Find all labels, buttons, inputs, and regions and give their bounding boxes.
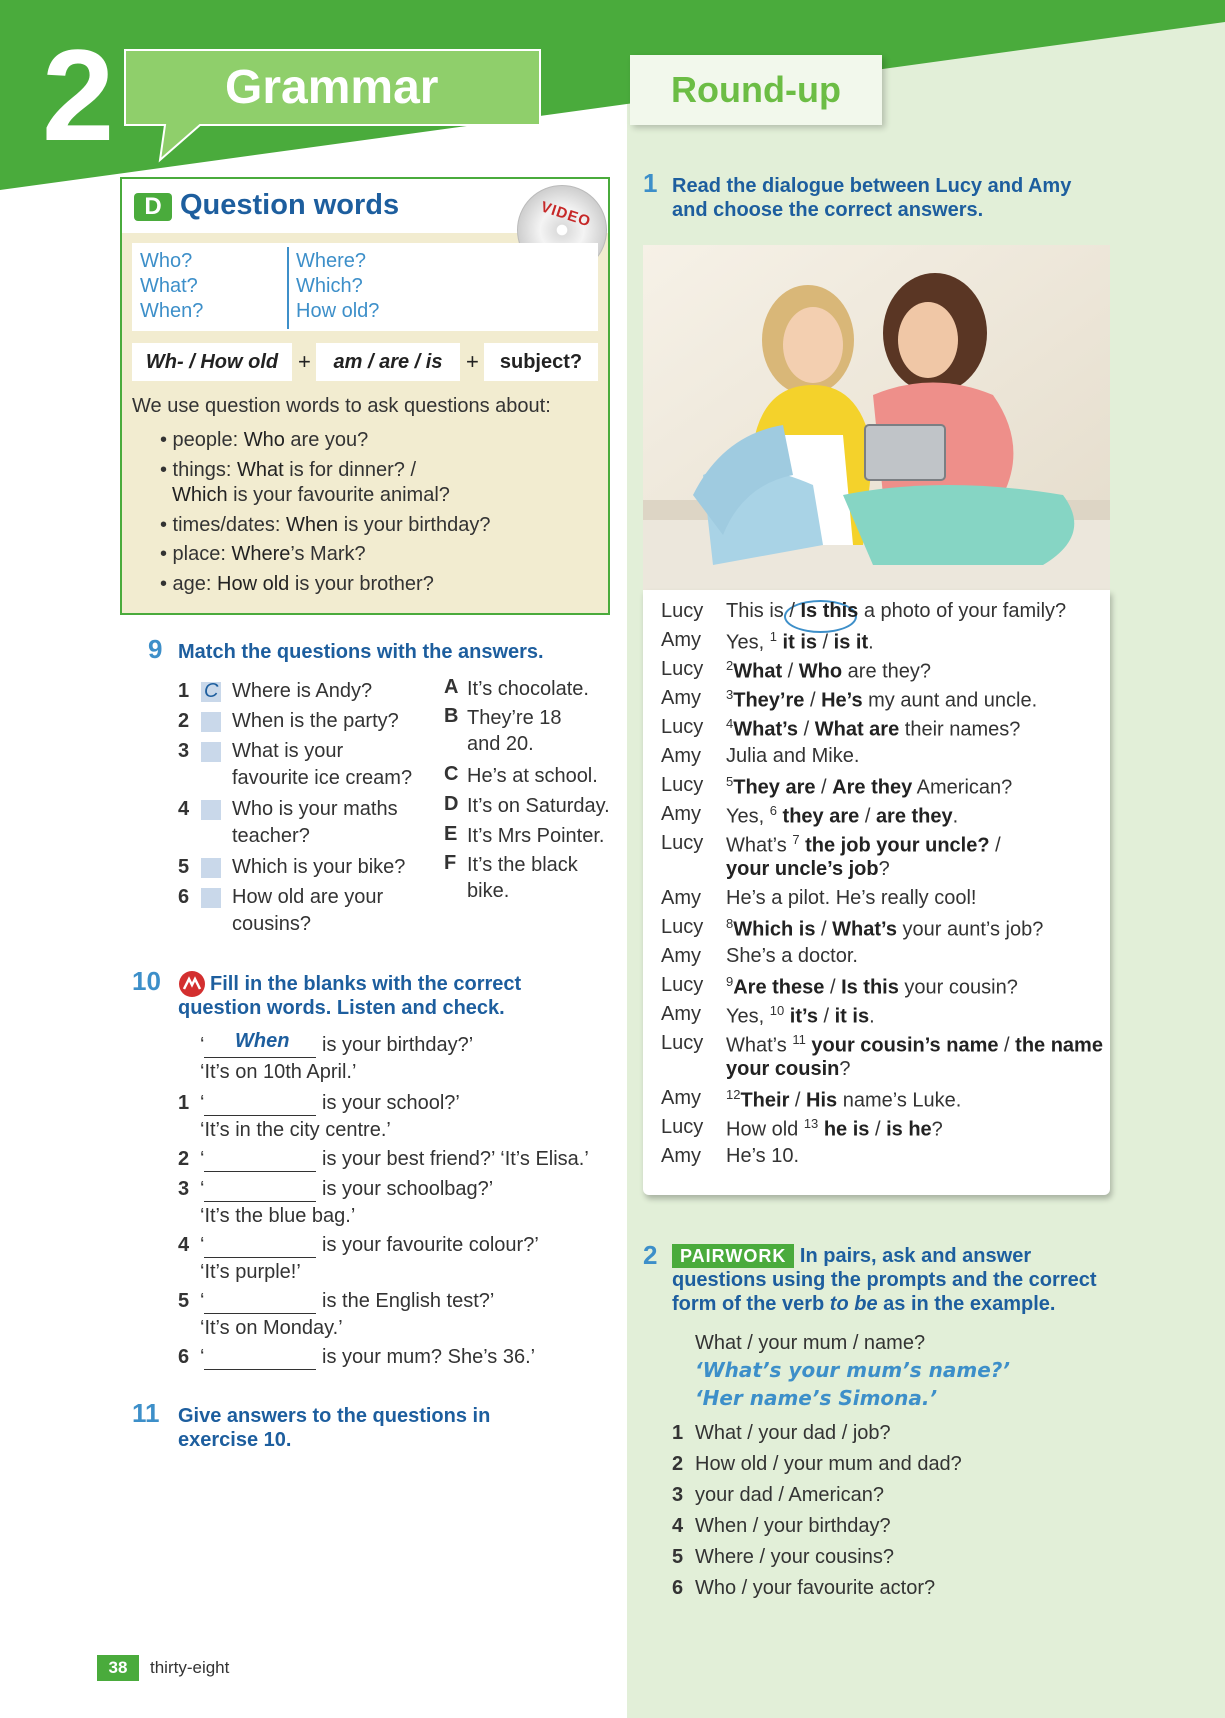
answer-letter: E <box>444 823 458 845</box>
dialogue-line: She’s a doctor. <box>726 945 858 967</box>
answer-text: He’s at school. <box>467 765 598 787</box>
answer-option[interactable]: the name <box>1015 1034 1103 1057</box>
answer-option[interactable]: your cousin <box>726 1058 840 1080</box>
exercise-10-number: 10 <box>132 966 161 996</box>
gap-number: 3 <box>726 687 734 702</box>
answer-option[interactable]: What’s <box>832 918 897 941</box>
answer-option[interactable]: your cousin’s name <box>811 1034 999 1057</box>
gap-number: 2 <box>726 658 734 673</box>
answer-box[interactable] <box>201 682 221 702</box>
item-number: 4 <box>178 1234 190 1256</box>
item-number: 1 <box>672 1422 684 1444</box>
roundup-title-box <box>630 55 882 125</box>
formula-plus: + <box>466 349 479 374</box>
dialogue-speaker: Amy <box>661 887 701 909</box>
answer-text: It’s chocolate. <box>467 678 589 700</box>
prompt-text: What / your dad / job? <box>695 1422 891 1444</box>
dialogue-speaker: Lucy <box>661 916 704 938</box>
answer-option[interactable]: Are they <box>832 776 913 799</box>
dialogue-speaker: Lucy <box>661 832 704 854</box>
example-answer-fill: When <box>235 1030 290 1052</box>
formula-plus: + <box>298 349 311 374</box>
dialogue-line: $^4$What’s / What are their names? <box>726 716 1021 741</box>
answer-text: It’s the black <box>467 854 578 876</box>
fill-question[interactable]: ‘ is your mum? She’s 36.’ <box>200 1346 536 1368</box>
exercise-9-number: 9 <box>148 634 163 664</box>
gap-number: 13 <box>803 1116 819 1131</box>
answer-letter: B <box>444 705 459 727</box>
dialogue-line: How old $^{13}$ he is / is he? <box>726 1116 943 1141</box>
fill-question[interactable]: ‘ is your schoolbag?’ <box>200 1178 494 1200</box>
gap-number: 6 <box>769 803 777 818</box>
answer-letter: C <box>444 763 459 785</box>
item-number: 2 <box>672 1453 684 1475</box>
question-text: cousins? <box>232 913 311 935</box>
item-number: 3 <box>672 1484 684 1506</box>
gap-number: 12 <box>726 1087 741 1102</box>
fill-question[interactable]: ‘ is your favourite colour?’ <box>200 1234 539 1256</box>
dialogue-line: Yes, $^{10}$ it’s / it is. <box>726 1003 875 1028</box>
dialogue-speaker: Amy <box>661 803 701 825</box>
item-number: 3 <box>178 740 190 762</box>
video-label: VIDEO <box>538 198 594 231</box>
prompt-text: your dad / American? <box>695 1484 884 1506</box>
answer-text: It’s Mrs Pointer. <box>467 825 605 847</box>
gap-number: 9 <box>726 974 734 989</box>
exercise-2-heading-line-3: form of the verb to be as in the example. <box>672 1293 1056 1315</box>
dialogue-line: He’s 10. <box>726 1145 800 1167</box>
dialogue-speaker: Amy <box>661 945 701 967</box>
gap-number: 1 <box>769 629 777 644</box>
dialogue-line: Julia and Mike. <box>726 745 860 767</box>
exercise-1-number: 1 <box>643 168 658 198</box>
question-word: What? <box>140 275 198 297</box>
answer-option[interactable]: it is <box>834 1005 870 1028</box>
dialogue-speaker: Lucy <box>661 716 704 738</box>
question-word: When? <box>140 300 204 322</box>
dialogue-line: $^3$They’re / He’s my aunt and uncle. <box>726 687 1038 712</box>
item-number: 5 <box>672 1546 684 1568</box>
prompt-text: Where / your cousins? <box>695 1546 894 1568</box>
question-words-col-1 <box>140 249 203 324</box>
dialogue-speaker: Lucy <box>661 1032 704 1054</box>
question-text: When is the party? <box>232 710 399 732</box>
header-banner <box>0 0 1225 190</box>
usage-bullet: • times/dates: When is your birthday? <box>160 514 491 536</box>
item-number: 6 <box>672 1577 684 1599</box>
dialogue-line: your cousin? <box>726 1058 851 1080</box>
answer-option[interactable]: His <box>806 1089 838 1112</box>
fill-reply: ‘It’s the blue bag.’ <box>200 1205 356 1227</box>
usage-bullet: • place: Where’s Mark? <box>160 543 366 565</box>
answer-option[interactable]: your uncle’s job <box>726 858 879 880</box>
answer-option[interactable]: Is this <box>841 976 899 999</box>
answer-box[interactable] <box>201 858 221 878</box>
item-number: 2 <box>178 710 190 732</box>
dialogue-line: $^9$Are these / Is this your cousin? <box>726 974 1018 999</box>
gap-number: 4 <box>726 716 734 731</box>
example-question: ‘What’s your mum’s name?’ <box>695 1358 1010 1382</box>
example-prompt: What / your mum / name? <box>695 1332 926 1354</box>
usage-bullet: • people: Who are you? <box>160 429 369 451</box>
answer-option[interactable]: What are <box>814 718 900 741</box>
answer-option[interactable]: He’s <box>821 689 863 712</box>
answer-box[interactable] <box>201 742 221 762</box>
answer-option[interactable]: Who <box>798 660 843 683</box>
example-question: ‘ is your birthday?’ <box>200 1034 474 1056</box>
answer-text: It’s on Saturday. <box>467 795 610 817</box>
exercise-2-heading-line-2: questions using the prompts and the correct <box>672 1269 1097 1291</box>
dialogue-speaker: Amy <box>661 629 701 651</box>
answer-box[interactable] <box>201 712 221 732</box>
dialogue-speaker: Lucy <box>661 774 704 796</box>
usage-intro: We use question words to ask questions about: <box>132 395 551 417</box>
page-number-words: thirty-eight <box>150 1658 230 1677</box>
dialogue-speaker: Lucy <box>661 974 704 996</box>
dialogue-speaker: Amy <box>661 1087 701 1109</box>
dialogue-line: Yes, $^6$ they are / are they. <box>726 803 959 828</box>
question-text: How old are your <box>232 886 384 908</box>
question-text: What is your <box>232 740 344 762</box>
answer-option[interactable]: is he <box>886 1118 932 1141</box>
formula-verb: am / are / is <box>316 343 460 381</box>
gap-number: 10 <box>769 1003 785 1018</box>
dialogue-speaker: Amy <box>661 1003 701 1025</box>
answer-option[interactable]: They are <box>733 776 816 799</box>
question-word: Which? <box>296 275 363 297</box>
exercise-11-heading-line-1: Give answers to the questions in <box>178 1405 491 1427</box>
item-number: 2 <box>178 1148 190 1170</box>
dialogue-line: What’s $^{11}$ your cousin’s name / the name <box>726 1032 1103 1057</box>
dialogue-speaker: Amy <box>661 745 701 767</box>
answer-option[interactable]: Which is <box>733 918 816 941</box>
audio-icon[interactable] <box>178 970 206 998</box>
exercise-10-heading-line-1: Fill in the blanks with the correct <box>210 973 522 995</box>
exercise-1-heading-line-2: and choose the correct answers. <box>672 199 984 221</box>
gap-number: 8 <box>726 916 734 931</box>
answer-option[interactable]: it’s <box>789 1005 818 1028</box>
answer-letter: C <box>204 680 219 702</box>
fill-question[interactable]: ‘ is the English test?’ <box>200 1290 495 1312</box>
answer-text: and 20. <box>467 733 534 755</box>
answer-letter: A <box>444 676 459 698</box>
prompt-text: How old / your mum and dad? <box>695 1453 962 1475</box>
dialogue-line: Yes, $^1$ it is / is it. <box>726 629 874 654</box>
item-number: 6 <box>178 1346 190 1368</box>
answer-letter: F <box>444 852 457 874</box>
exercise-9-heading: Match the questions with the answers. <box>178 641 544 663</box>
fill-reply: ‘It’s in the city centre.’ <box>200 1119 391 1141</box>
gap-number: 5 <box>726 774 734 789</box>
section-title: Question words <box>180 189 400 221</box>
dialogue-line: What’s $^7$ the job your uncle? / <box>726 832 1001 857</box>
dialogue-speaker: Lucy <box>661 1116 704 1138</box>
item-number: 1 <box>178 1092 190 1114</box>
dialogue-line: He’s a pilot. He’s really cool! <box>726 887 977 909</box>
example-reply: ‘It’s on 10th April.’ <box>200 1061 357 1083</box>
fill-question[interactable]: ‘ is your school?’ <box>200 1092 460 1114</box>
answer-box[interactable] <box>201 800 221 820</box>
dialogue-speaker: Amy <box>661 687 701 709</box>
dialogue-speaker: Lucy <box>661 600 704 622</box>
answer-text: bike. <box>467 880 510 902</box>
item-number: 1 <box>178 680 190 702</box>
answer-box[interactable] <box>201 888 221 908</box>
answer-letter: D <box>444 793 459 815</box>
formula-wh: Wh- / How old <box>132 343 292 381</box>
question-words-col-2 <box>296 249 379 324</box>
gap-number: 7 <box>792 832 800 847</box>
exercise-2-heading-line-1: PAIRWORK In pairs, ask and answer <box>672 1244 1031 1268</box>
answer-option[interactable]: Is this <box>800 600 859 622</box>
exercise-10-heading-line-2: question words. Listen and check. <box>178 997 505 1019</box>
table-divider <box>287 247 289 329</box>
answer-option[interactable]: is it <box>833 631 869 654</box>
section-badge: D <box>134 193 172 221</box>
dialogue-line: $^8$Which is / What’s your aunt’s job? <box>726 916 1044 941</box>
question-word: Where? <box>296 250 367 272</box>
gap-number: 11 <box>792 1032 806 1047</box>
answer-option[interactable]: he is <box>823 1118 870 1141</box>
question-text: Which is your bike? <box>232 856 406 878</box>
question-words-box <box>120 177 610 615</box>
dialogue-line: $^{12}$Their / His name’s Luke. <box>726 1087 962 1112</box>
answer-option[interactable]: are they <box>875 805 953 828</box>
dialogue-speaker: Amy <box>661 1145 701 1167</box>
item-number: 5 <box>178 856 190 878</box>
dialogue-line: This is / Is this a photo of your family? <box>726 600 1067 622</box>
question-word: How old? <box>296 300 380 322</box>
prompt-text: When / your birthday? <box>695 1515 891 1537</box>
answer-option[interactable]: They’re <box>733 689 805 712</box>
question-text: favourite ice cream? <box>232 767 413 789</box>
answer-option[interactable]: What’s <box>733 718 799 741</box>
example-answer: ‘Her name’s Simona.’ <box>695 1386 938 1410</box>
answer-option[interactable]: the job your uncle? <box>805 834 990 857</box>
fill-reply: ‘It’s purple!’ <box>200 1261 301 1283</box>
exercise-2-number: 2 <box>643 1240 658 1270</box>
dialogue-line: $^2$What / Who are they? <box>726 658 932 683</box>
exercise-1-heading-line-1: Read the dialogue between Lucy and Amy <box>672 175 1072 197</box>
fill-question[interactable]: ‘ is your best friend?’ ‘It’s Elisa.’ <box>200 1148 589 1170</box>
unit-number: 2 <box>42 22 115 168</box>
usage-bullet: • age: How old is your brother? <box>160 573 434 595</box>
answer-option[interactable]: What <box>733 660 783 683</box>
answer-option[interactable]: they are <box>782 805 860 828</box>
question-text: Where is Andy? <box>232 680 373 702</box>
dialogue-speaker: Lucy <box>661 658 704 680</box>
dialogue-line: your uncle’s job? <box>726 858 890 880</box>
item-number: 6 <box>178 886 190 908</box>
dialogue-line: $^5$They are / Are they American? <box>726 774 1013 799</box>
usage-bullet: Which is your favourite animal? <box>172 484 450 506</box>
formula-subject: subject? <box>484 343 598 381</box>
roundup-title: Round-up <box>671 69 841 110</box>
answer-option[interactable]: Are these <box>733 976 825 999</box>
photo-two-girls-with-tablet <box>643 245 1110 590</box>
item-number: 4 <box>672 1515 684 1537</box>
item-number: 3 <box>178 1178 190 1200</box>
question-text: Who is your maths <box>232 798 398 820</box>
item-number: 4 <box>178 798 190 820</box>
prompt-text: Who / your favourite actor? <box>695 1577 936 1599</box>
usage-bullet: • things: What is for dinner? / <box>160 459 417 481</box>
question-words-table <box>132 243 598 331</box>
question-word: Who? <box>140 250 193 272</box>
page-number: 38 <box>97 1655 139 1681</box>
exercise-11-number: 11 <box>132 1398 160 1428</box>
answer-option[interactable]: Their <box>740 1089 790 1112</box>
item-number: 5 <box>178 1290 190 1312</box>
answer-option[interactable]: it is <box>782 631 817 654</box>
exercise-11-heading-line-2: exercise 10. <box>178 1429 292 1451</box>
pairwork-badge: PAIRWORK <box>672 1244 794 1268</box>
question-text: teacher? <box>232 825 310 847</box>
answer-text: They’re 18 <box>467 707 562 729</box>
page-title: Grammar <box>225 61 439 114</box>
fill-reply: ‘It’s on Monday.’ <box>200 1317 343 1339</box>
